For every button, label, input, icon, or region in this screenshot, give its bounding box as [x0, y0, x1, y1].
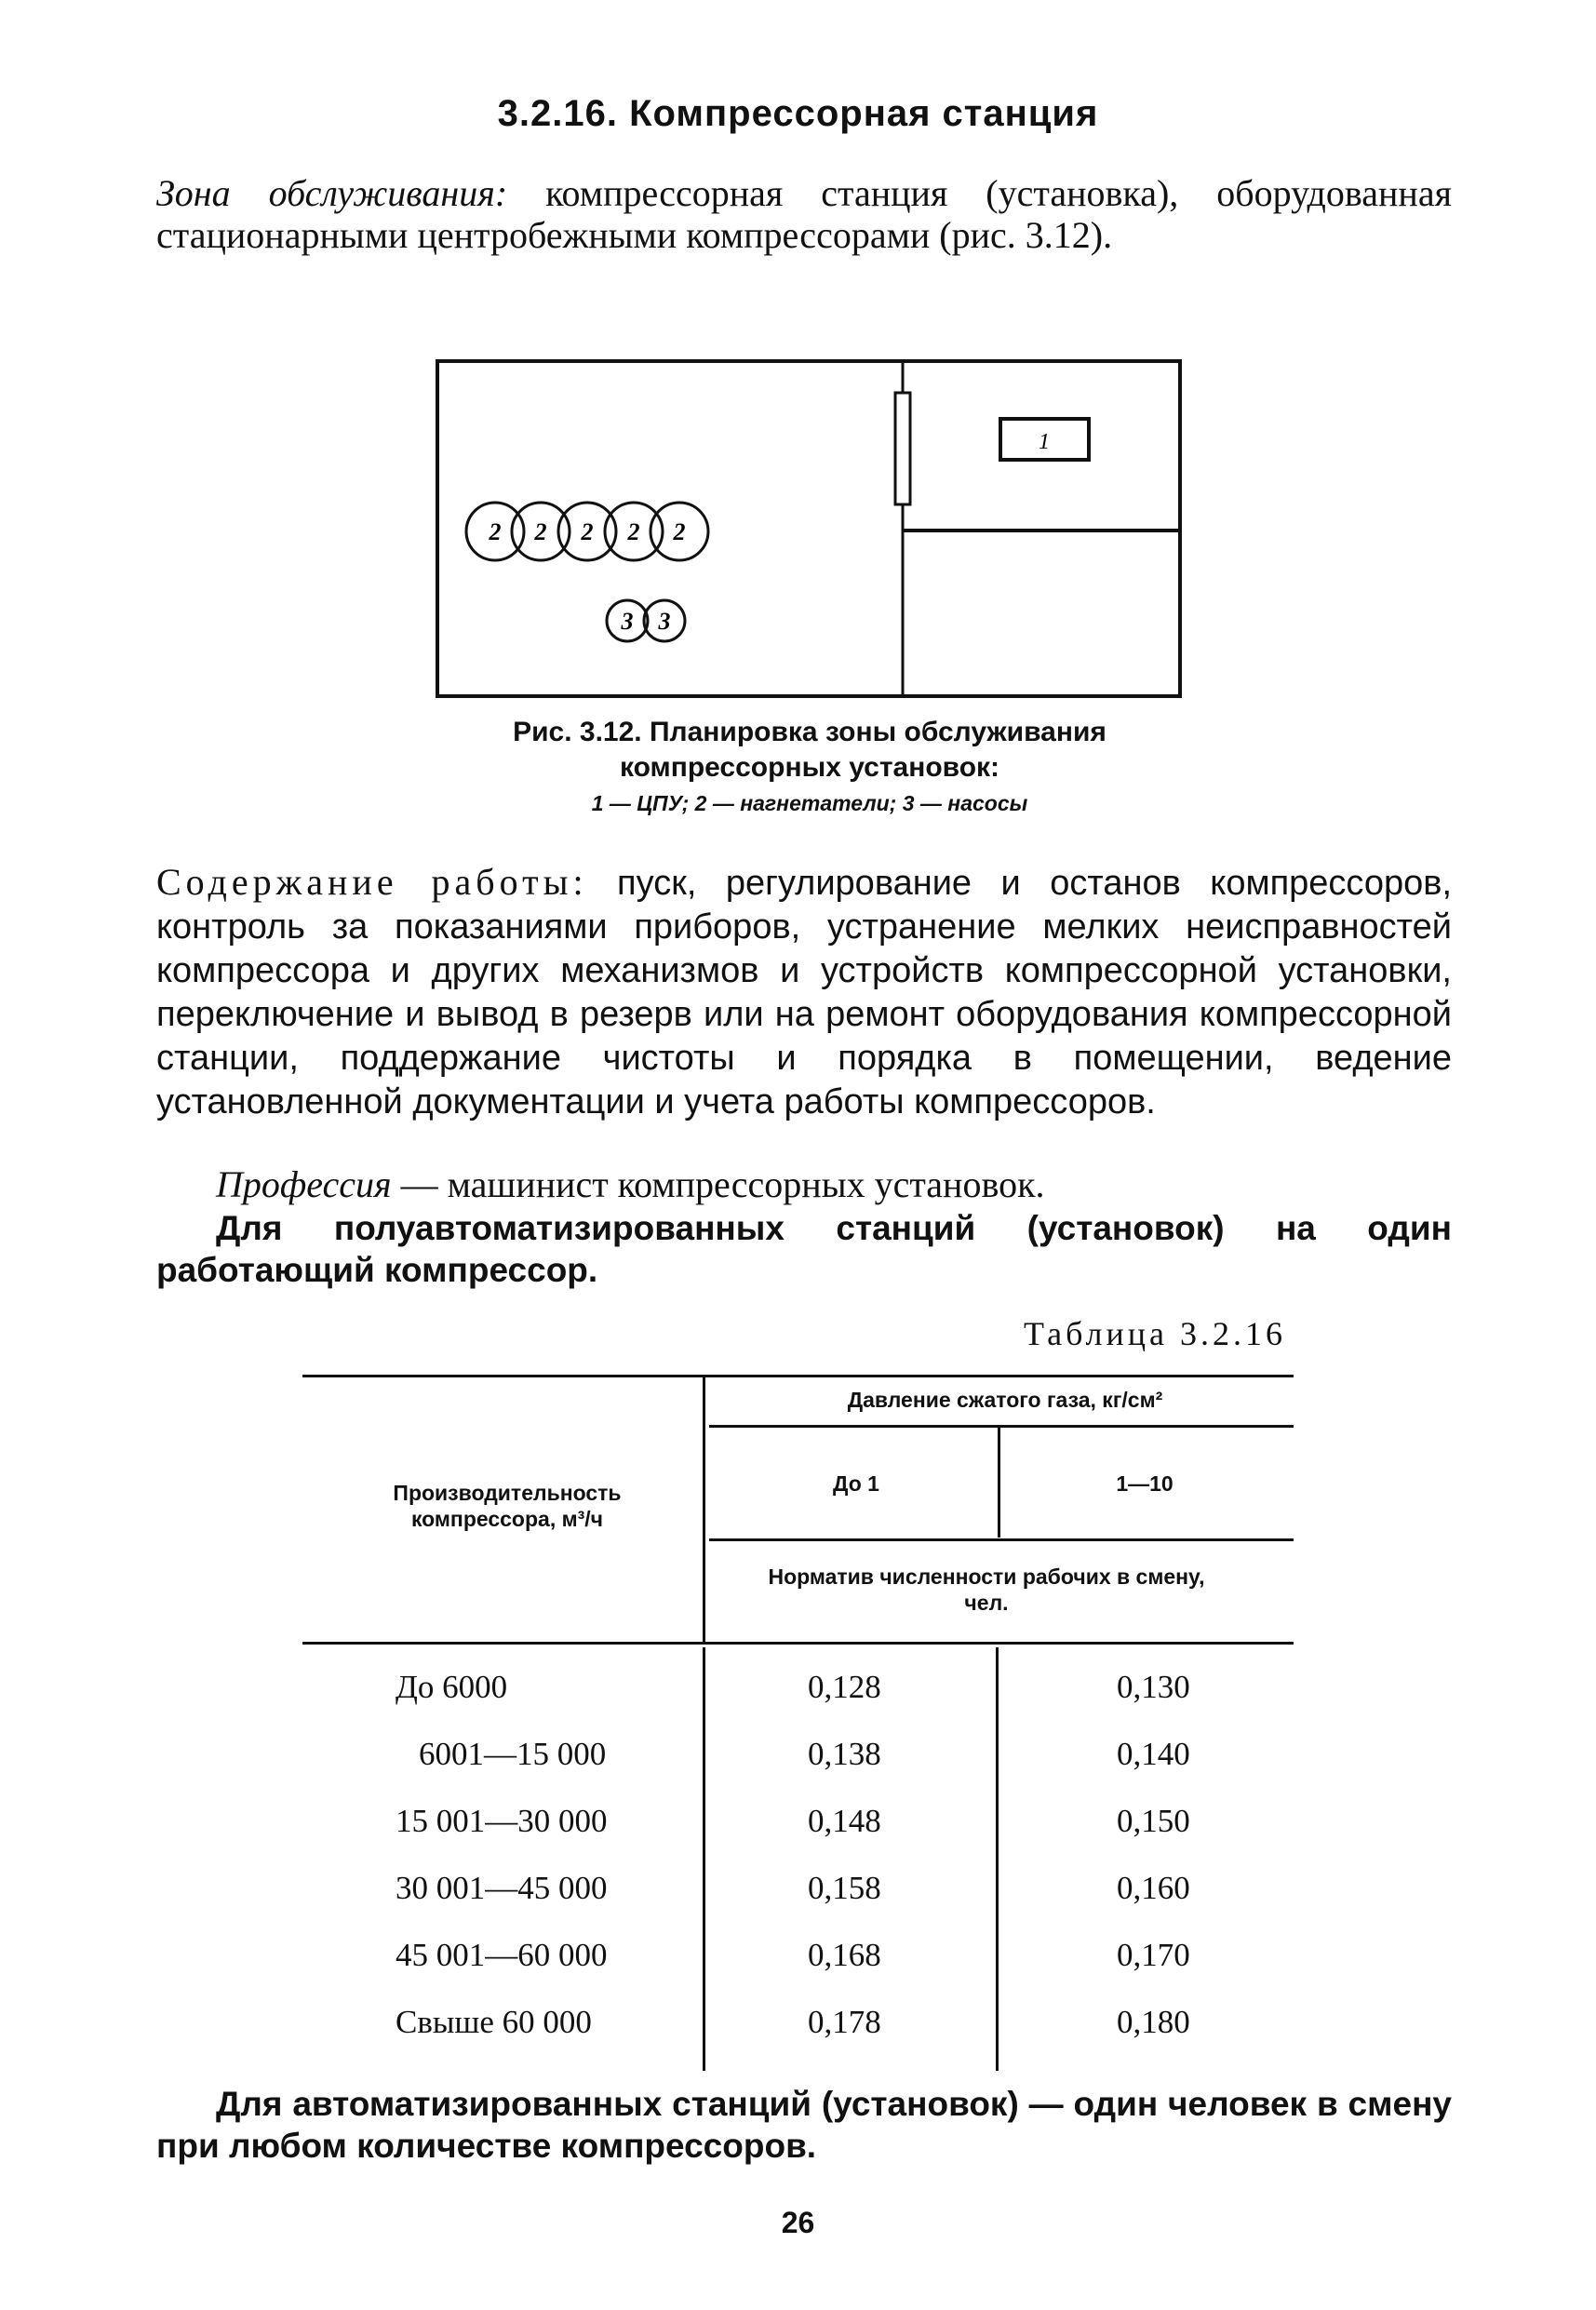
work-text: пуск, регулирование и останов компрессоров, контроль за показаниями приборов, устранение мелких неисправностей компрессора и других механизмов и устройств компрессорной установки, переключение и вывод в резерв или на ремонт оборудования компрессорной станции, поддержание чистоты и порядка в помещении, ведение установленной документации и учета работы компрессоров.	[156, 864, 1452, 1121]
svg-text:3: 3	[621, 608, 634, 635]
capacity-cell: 45 001—60 000	[396, 1937, 608, 1973]
profession-label: Профессия	[216, 1163, 392, 1205]
subheader-1-10: 1—10	[1116, 1471, 1174, 1496]
svg-text:2: 2	[673, 518, 686, 545]
norm-header: Норматив численности рабочих в смену, чел.	[768, 1565, 1205, 1615]
svg-text:2: 2	[534, 518, 547, 545]
norm-1-10-cell: 0,160	[1117, 1870, 1190, 1906]
work-paragraph	[156, 861, 1452, 1123]
cpu-label: 1	[1039, 430, 1050, 454]
figure-caption	[437, 715, 1182, 821]
subheader-upto-1: До 1	[833, 1471, 879, 1496]
norm-upto-1-cell: 0,148	[808, 1803, 881, 1839]
norm-upto-1-cell: 0,168	[808, 1937, 881, 1973]
pressure-header: Давление сжатого газа, кг/см²	[847, 1388, 1163, 1412]
norm-upto-1-cell: 0,158	[808, 1870, 881, 1906]
work-label: Содержание работы:	[156, 861, 588, 903]
capacity-cell: 30 001—45 000	[396, 1870, 608, 1906]
auto-note: Для автоматизированных станций (установок) — один человек в смену при любом количестве компрессоров.	[156, 2085, 1452, 2165]
table-label: Таблица 3.2.16	[1024, 1315, 1286, 1352]
profession-line	[216, 1163, 1452, 1205]
norm-upto-1-cell: 0,138	[808, 1736, 881, 1772]
caption-line-2: компрессорных установок:	[619, 752, 1000, 783]
svg-text:2: 2	[627, 518, 640, 545]
zone-text: компрессорная станция (установка), оборудованная стационарными центробежными компрессорами (рис. 3.12).	[156, 172, 1452, 256]
semi-auto-note: Для полуавтоматизированных станций (установок) на один работающий компрессор.	[156, 1209, 1452, 1289]
norm-upto-1-cell: 0,128	[808, 1669, 881, 1705]
norm-upto-1-cell: 0,178	[808, 2004, 881, 2040]
capacity-cell: 15 001—30 000	[396, 1803, 608, 1839]
zone-paragraph	[156, 172, 1452, 256]
capacity-cell: 6001—15 000	[419, 1736, 607, 1772]
capacity-cell: До 6000	[396, 1669, 508, 1705]
norm-1-10-cell: 0,170	[1117, 1937, 1190, 1973]
caption-line-1: Рис. 3.12. Планировка зоны обслуживания	[513, 717, 1106, 747]
norm-1-10-cell: 0,150	[1117, 1803, 1190, 1839]
profession-text: — машинист компрессорных установок.	[391, 1163, 1045, 1205]
page-number: 26	[781, 2206, 815, 2239]
capacity-cell: Свыше 60 000	[396, 2004, 592, 2040]
svg-text:3: 3	[658, 608, 671, 635]
station-layout-diagram	[428, 354, 1191, 707]
caption-legend: 1 — ЦПУ; 2 — нагнетатели; 3 — насосы	[591, 791, 1028, 815]
svg-text:2: 2	[489, 518, 502, 545]
norm-1-10-cell: 0,140	[1117, 1736, 1190, 1772]
svg-text:2: 2	[581, 518, 594, 545]
norm-1-10-cell: 0,180	[1117, 2004, 1190, 2040]
norm-1-10-cell: 0,130	[1117, 1669, 1190, 1705]
section-title: 3.2.16. Компрессорная станция	[497, 93, 1099, 134]
zone-label: Зона обслуживания:	[156, 172, 508, 214]
capacity-header: Производительность компрессора, м³/ч	[393, 1481, 622, 1531]
